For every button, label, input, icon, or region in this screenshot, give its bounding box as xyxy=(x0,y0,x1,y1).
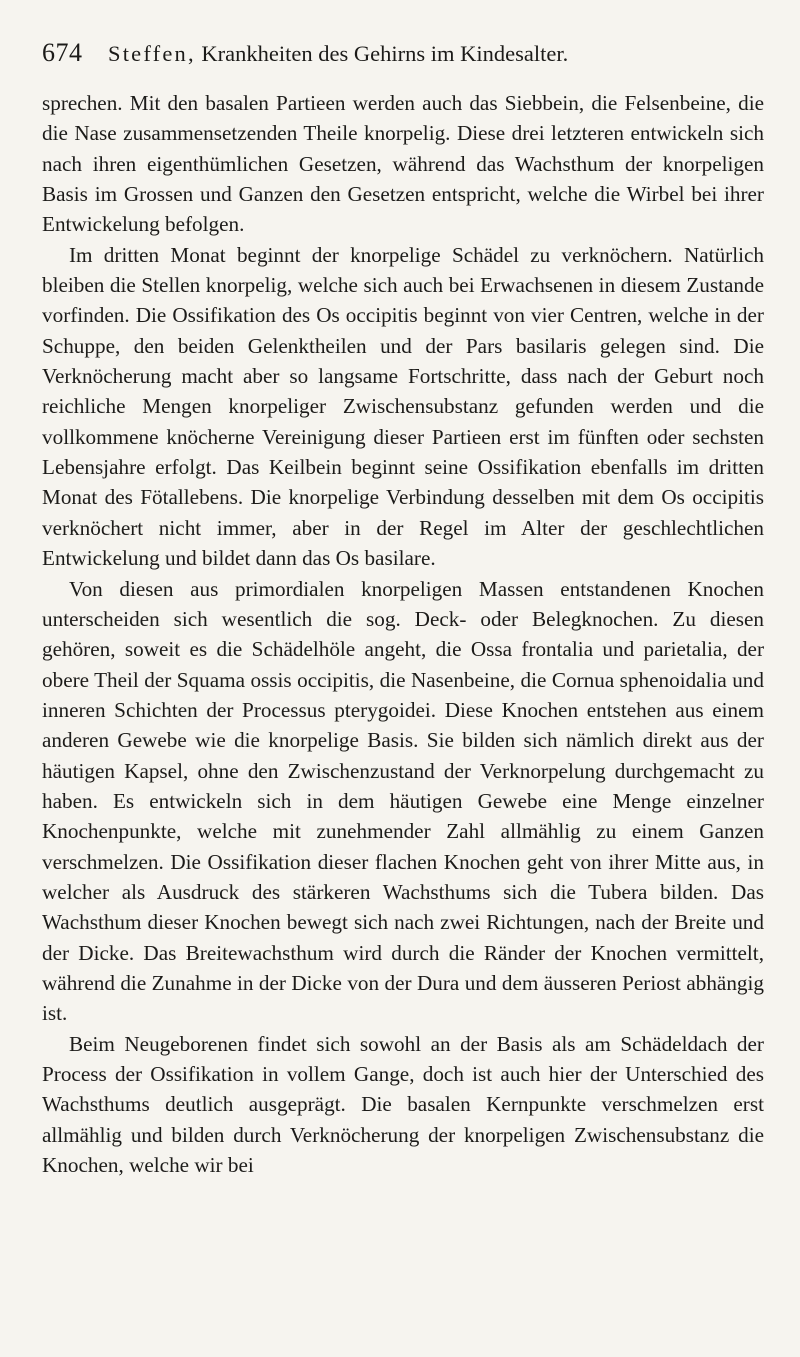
page-header xyxy=(42,38,760,78)
paragraph: sprechen. Mit den basalen Partieen werden auch das Siebbein, die Felsenbeine, die die Nase zusammensetzenden Theile knorpelig. Diese drei letzteren entwickeln sich nach ihren eigenthümlichen Gesetzen, während das Wachsthum der knorpeligen Basis im Grossen und Ganzen den Gesetzen entspricht, welche die Wirbel bei ihrer Entwickelung befolgen. xyxy=(42,91,764,237)
page-number: 674 xyxy=(42,38,83,67)
running-head xyxy=(108,41,568,67)
running-head-title: Krankheiten des Gehirns im Kindesalter. xyxy=(201,41,569,66)
paragraph: Im dritten Monat beginnt der knorpelige Schädel zu verknöchern. Natürlich bleiben die Stellen knorpelig, welche sich auch bei Erwachsenen in diesem Zustande vorfinden. Die Ossifikation des Os occipitis beginnt von vier Centren, welche in der Schuppe, den beiden Gelenktheilen und der Pars basilaris gelegen sind. Die Verknöcherung macht aber so langsame Fortschritte, dass nach der Geburt noch reichliche Mengen knorpeliger Zwischensubstanz gefunden werden und die vollkommene knöcherne Vereinigung dieser Partieen erst im fünften oder sechsten Lebensjahre erfolgt. Das Keilbein beginnt seine Ossifikation ebenfalls im dritten Monat des Fötallebens. Die knorpelige Verbindung desselben mit dem Os occipitis verknöchert nicht immer, aber in der Regel im Alter der geschlechtlichen Entwickelung und bildet dann das Os basilare. xyxy=(42,242,764,571)
running-head-author: Steffen, xyxy=(108,41,196,66)
paragraph: Beim Neugeborenen findet sich sowohl an der Basis als am Schädeldach der Process der Ossifikation in vollem Gange, doch ist auch hier der Unterschied des Wachsthums deutlich ausgeprägt. Die basalen Kernpunkte verschmelzen erst allmählig und bilden durch Verknöcherung der knorpeligen Zwischensubstanz die Knochen, welche wir bei xyxy=(42,1031,764,1178)
body-text xyxy=(42,88,764,1180)
paragraph: Von diesen aus primordialen knorpeligen Massen entstandenen Knochen unterscheiden sich wesentlich die sog. Deck- oder Belegknochen. Zu diesen gehören, soweit es die Schädelhöle angeht, die Ossa frontalia und parietalia, der obere Theil der Squama ossis occipitis, die Nasenbeine, die Cornua sphenoidalia und inneren Schichten der Processus pterygoidei. Diese Knochen entstehen aus einem anderen Gewebe wie die knorpelige Basis. Sie bilden sich nämlich direkt aus der häutigen Kapsel, ohne den Zwischenzustand der Verknorpelung durchgemacht zu haben. Es entwickeln sich in dem häutigen Gewebe eine Menge einzelner Knochenpunkte, welche mit zunehmender Zahl allmählig zu einem Ganzen verschmelzen. Die Ossifikation dieser flachen Knochen geht von ihrer Mitte aus, in welcher als Ausdruck des stärkeren Wachsthums sich die Tubera bilden. Das Wachsthum dieser Knochen bewegt sich nach zwei Richtungen, nach der Breite und der Dicke. Das Breitewachsthum wird durch die Ränder der Knochen vermittelt, während die Zunahme in der Dicke von der Dura und dem äusseren Periost abhängig ist. xyxy=(42,576,764,1026)
